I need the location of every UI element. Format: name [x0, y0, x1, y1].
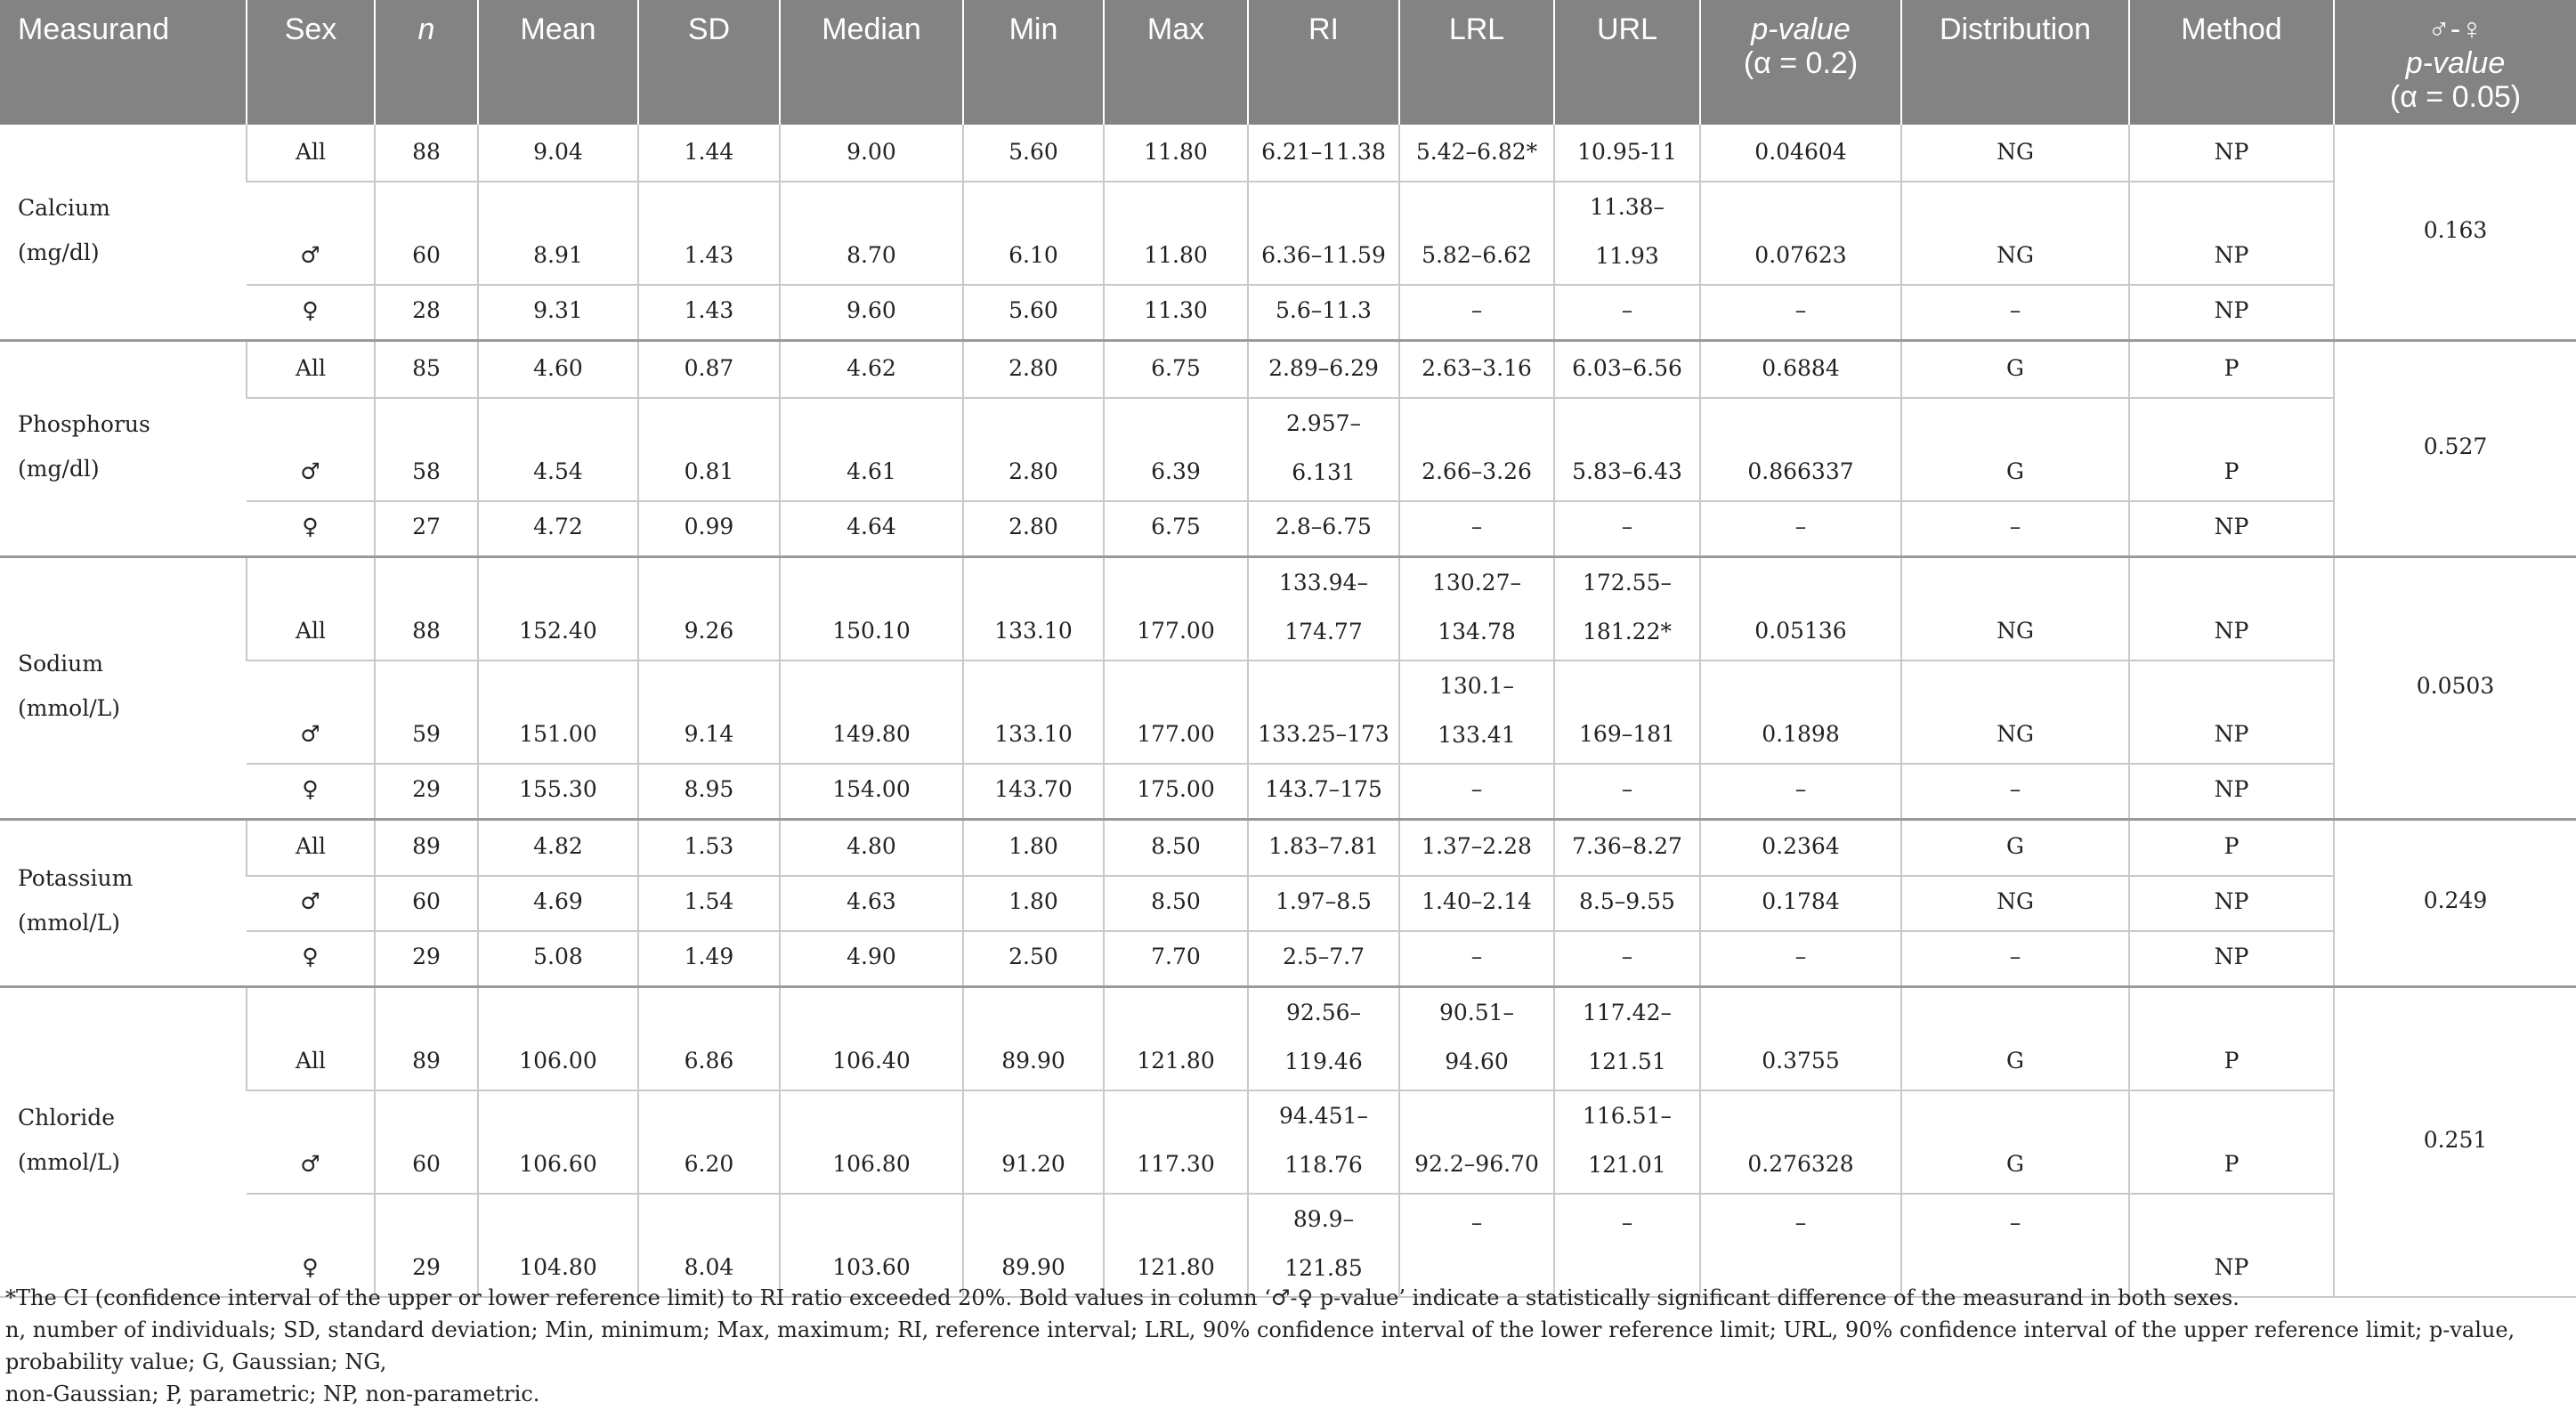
table-row — [0, 182, 2576, 285]
cell-sex-pvalue: 0.163 — [2334, 125, 2576, 341]
cell-mean: 106.60 — [478, 1090, 638, 1194]
header-pvalue — [1700, 0, 1901, 125]
table-row — [0, 987, 2576, 1091]
cell-median: 149.80 — [780, 660, 963, 764]
table-row — [0, 285, 2576, 341]
cell-lrl: 1.37–2.28 — [1399, 819, 1554, 876]
table-row — [0, 556, 2576, 660]
measurand-unit: (mg/dl) — [18, 455, 100, 482]
cell-min: 89.90 — [963, 1194, 1104, 1297]
cell-pvalue: 0.6884 — [1700, 341, 1901, 398]
cell-n: 88 — [375, 125, 478, 182]
cell-max: 8.50 — [1104, 876, 1248, 931]
cell-ri: 1.83–7.81 — [1248, 819, 1399, 876]
table-row — [0, 819, 2576, 876]
cell-sd: 8.95 — [638, 764, 780, 820]
cell-distribution: NG — [1901, 876, 2129, 931]
table-row — [0, 1090, 2576, 1194]
cell-method: P — [2129, 341, 2334, 398]
cell-method: P — [2129, 398, 2334, 501]
cell-url: 5.83–6.43 — [1554, 398, 1700, 501]
cell-n: 89 — [375, 819, 478, 876]
header-url: URL — [1554, 0, 1700, 125]
measurand-name: Chloride — [18, 1105, 116, 1130]
cell-mean: 4.60 — [478, 341, 638, 398]
cell-sex: ♀ — [247, 501, 375, 557]
measurand-chloride — [0, 987, 247, 1298]
cell-pvalue: 0.1898 — [1700, 660, 1901, 764]
cell-url — [1554, 182, 1700, 285]
cell-url-line1: 11.38– — [1589, 194, 1665, 220]
footnote-asterisk: *The CI (confidence interval of the upper or lower reference limit) to RI ratio exceeded 20%. Bold values in column ‘♂-♀ p-value’ indicate a statistically significant difference of the measurand in both sexes. — [5, 1285, 2240, 1310]
cell-pvalue: – — [1700, 764, 1901, 820]
cell-mean: 4.54 — [478, 398, 638, 501]
cell-max: 177.00 — [1104, 660, 1248, 764]
cell-method: P — [2129, 987, 2334, 1091]
cell-url: 10.95-11 — [1554, 125, 1700, 182]
cell-median: 154.00 — [780, 764, 963, 820]
cell-n: 60 — [375, 182, 478, 285]
cell-lrl: – — [1399, 931, 1554, 987]
cell-url-line1: 116.51– — [1583, 1103, 1672, 1129]
table-footnotes — [5, 1282, 2569, 1410]
cell-max: 11.80 — [1104, 125, 1248, 182]
cell-ri-line2: 119.46 — [1284, 1049, 1363, 1074]
cell-max: 177.00 — [1104, 556, 1248, 660]
cell-ri — [1248, 556, 1399, 660]
cell-ri: 143.7–175 — [1248, 764, 1399, 820]
cell-ri-line2: 118.76 — [1284, 1152, 1363, 1178]
cell-lrl: 5.82–6.62 — [1399, 182, 1554, 285]
cell-median: 4.64 — [780, 501, 963, 557]
cell-url: – — [1554, 764, 1700, 820]
cell-ri — [1248, 987, 1399, 1091]
measurand-unit: (mg/dl) — [18, 239, 100, 265]
header-max: Max — [1104, 0, 1248, 125]
cell-url — [1554, 1090, 1700, 1194]
cell-min: 5.60 — [963, 125, 1104, 182]
cell-median: 9.60 — [780, 285, 963, 341]
table-row — [0, 931, 2576, 987]
cell-distribution: – — [1901, 501, 2129, 557]
cell-method: NP — [2129, 125, 2334, 182]
table-row — [0, 125, 2576, 182]
cell-sex: All — [247, 341, 375, 398]
cell-url: 6.03–6.56 — [1554, 341, 1700, 398]
cell-n: 60 — [375, 1090, 478, 1194]
cell-sex: ♂ — [247, 876, 375, 931]
cell-sd: 0.81 — [638, 398, 780, 501]
cell-max: 11.30 — [1104, 285, 1248, 341]
cell-ri: 5.6–11.3 — [1248, 285, 1399, 341]
cell-mean: 104.80 — [478, 1194, 638, 1297]
cell-max: 175.00 — [1104, 764, 1248, 820]
cell-mean: 155.30 — [478, 764, 638, 820]
cell-ri-line1: 92.56– — [1285, 1000, 1362, 1025]
cell-sex: ♂ — [247, 660, 375, 764]
cell-max: 6.75 — [1104, 501, 1248, 557]
cell-url — [1554, 987, 1700, 1091]
cell-pvalue: 0.04604 — [1700, 125, 1901, 182]
cell-ri: 2.89–6.29 — [1248, 341, 1399, 398]
cell-url: – — [1554, 285, 1700, 341]
cell-url-line1: 117.42– — [1583, 1000, 1672, 1025]
cell-min: 1.80 — [963, 819, 1104, 876]
cell-ri: 2.8–6.75 — [1248, 501, 1399, 557]
cell-lrl: 5.42–6.82* — [1399, 125, 1554, 182]
cell-method: NP — [2129, 764, 2334, 820]
cell-mean: 8.91 — [478, 182, 638, 285]
cell-sex: ♂ — [247, 182, 375, 285]
cell-sd: 6.20 — [638, 1090, 780, 1194]
cell-max: 121.80 — [1104, 1194, 1248, 1297]
header-n: n — [375, 0, 478, 125]
cell-sd: 9.26 — [638, 556, 780, 660]
header-sex-pvalue — [2334, 0, 2576, 125]
cell-url: 8.5–9.55 — [1554, 876, 1700, 931]
cell-median: 8.70 — [780, 182, 963, 285]
cell-method: NP — [2129, 501, 2334, 557]
cell-sex-pvalue: 0.527 — [2334, 341, 2576, 557]
cell-min: 89.90 — [963, 987, 1104, 1091]
header-method: Method — [2129, 0, 2334, 125]
cell-sex: All — [247, 556, 375, 660]
cell-lrl-line1: 130.27– — [1432, 569, 1521, 596]
cell-url: 169–181 — [1554, 660, 1700, 764]
cell-url — [1554, 556, 1700, 660]
cell-distribution: G — [1901, 819, 2129, 876]
cell-min: 6.10 — [963, 182, 1104, 285]
cell-distribution: – — [1901, 1194, 2129, 1297]
cell-distribution: NG — [1901, 660, 2129, 764]
cell-pvalue: 0.866337 — [1700, 398, 1901, 501]
cell-min: 133.10 — [963, 660, 1104, 764]
cell-median: 4.90 — [780, 931, 963, 987]
header-sex-symbols: ♂-♀ — [2427, 12, 2483, 46]
cell-max: 6.39 — [1104, 398, 1248, 501]
cell-lrl-line2: 133.41 — [1438, 721, 1516, 748]
cell-sd: 0.87 — [638, 341, 780, 398]
table-row — [0, 398, 2576, 501]
header-sex-pvalue-alpha: (α = 0.05) — [2389, 80, 2522, 114]
cell-url: 7.36–8.27 — [1554, 819, 1700, 876]
cell-lrl — [1399, 556, 1554, 660]
measurand-calcium — [0, 125, 247, 341]
cell-sd: 1.43 — [638, 285, 780, 341]
cell-lrl-line2: 94.60 — [1445, 1049, 1509, 1074]
cell-max: 8.50 — [1104, 819, 1248, 876]
cell-method: NP — [2129, 876, 2334, 931]
cell-min: 143.70 — [963, 764, 1104, 820]
cell-sd: 9.14 — [638, 660, 780, 764]
cell-ri: 1.97–8.5 — [1248, 876, 1399, 931]
cell-url-line2: 121.51 — [1588, 1049, 1666, 1074]
cell-sd: 1.49 — [638, 931, 780, 987]
cell-pvalue: – — [1700, 285, 1901, 341]
measurand-sodium — [0, 556, 247, 819]
cell-n: 28 — [375, 285, 478, 341]
measurand-unit: (mmol/L) — [18, 1149, 120, 1175]
cell-lrl-line2: 134.78 — [1438, 618, 1516, 644]
table-row — [0, 876, 2576, 931]
header-sex-pvalue-label: p-value — [2405, 46, 2506, 80]
cell-median: 4.62 — [780, 341, 963, 398]
cell-pvalue: – — [1700, 1194, 1901, 1297]
measurand-unit: (mmol/L) — [18, 694, 120, 721]
table-row — [0, 341, 2576, 398]
cell-sex: ♀ — [247, 764, 375, 820]
cell-median: 9.00 — [780, 125, 963, 182]
cell-median: 4.61 — [780, 398, 963, 501]
cell-n: 89 — [375, 987, 478, 1091]
cell-mean: 9.04 — [478, 125, 638, 182]
cell-sd: 1.43 — [638, 182, 780, 285]
cell-mean: 152.40 — [478, 556, 638, 660]
cell-distribution: – — [1901, 931, 2129, 987]
cell-median: 106.40 — [780, 987, 963, 1091]
cell-ri-line1: 133.94– — [1279, 569, 1368, 596]
header-pvalue-alpha: (α = 0.2) — [1743, 46, 1859, 80]
cell-ri — [1248, 1090, 1399, 1194]
cell-method: P — [2129, 1090, 2334, 1194]
cell-n: 29 — [375, 931, 478, 987]
cell-max: 121.80 — [1104, 987, 1248, 1091]
header-distribution: Distribution — [1901, 0, 2129, 125]
cell-pvalue: 0.07623 — [1700, 182, 1901, 285]
cell-pvalue: 0.05136 — [1700, 556, 1901, 660]
cell-lrl: 1.40–2.14 — [1399, 876, 1554, 931]
cell-min: 2.80 — [963, 341, 1104, 398]
cell-lrl-line1: 130.1– — [1438, 672, 1515, 699]
measurand-potassium — [0, 819, 247, 987]
cell-min: 133.10 — [963, 556, 1104, 660]
cell-method: NP — [2129, 931, 2334, 987]
cell-sex-pvalue: 0.251 — [2334, 987, 2576, 1298]
cell-ri — [1248, 398, 1399, 501]
cell-lrl: 2.63–3.16 — [1399, 341, 1554, 398]
cell-min: 2.80 — [963, 398, 1104, 501]
table-header-row — [0, 0, 2576, 125]
cell-url: – — [1554, 931, 1700, 987]
cell-method: P — [2129, 819, 2334, 876]
cell-sex: ♀ — [247, 931, 375, 987]
cell-n: 59 — [375, 660, 478, 764]
cell-lrl — [1399, 987, 1554, 1091]
cell-max: 117.30 — [1104, 1090, 1248, 1194]
cell-sex: All — [247, 987, 375, 1091]
cell-sex: ♀ — [247, 1194, 375, 1297]
cell-sd: 1.54 — [638, 876, 780, 931]
cell-sd: 0.99 — [638, 501, 780, 557]
table-row — [0, 660, 2576, 764]
cell-lrl — [1399, 660, 1554, 764]
cell-distribution: – — [1901, 764, 2129, 820]
footnote-abbreviations-continued: non-Gaussian; P, parametric; NP, non-parametric. — [5, 1382, 540, 1406]
cell-median: 4.80 — [780, 819, 963, 876]
cell-ri-line2: 6.131 — [1292, 458, 1356, 485]
cell-distribution: G — [1901, 987, 2129, 1091]
footnote-abbreviations: n, number of individuals; SD, standard deviation; Min, minimum; Max, maximum; RI, reference interval; LRL, 90% confidence interval of the lower reference limit; URL, 90% confidence interval of the upper reference limit; p-value, probability value; G, Gaussian; NG, — [5, 1317, 2515, 1374]
cell-sd: 8.04 — [638, 1194, 780, 1297]
cell-url-line2: 121.01 — [1588, 1152, 1666, 1178]
cell-ri-line2: 174.77 — [1284, 618, 1363, 644]
cell-pvalue: – — [1700, 931, 1901, 987]
cell-n: 60 — [375, 876, 478, 931]
cell-url-line2: 11.93 — [1595, 243, 1659, 269]
cell-method: NP — [2129, 1194, 2334, 1297]
cell-median: 150.10 — [780, 556, 963, 660]
table-row — [0, 501, 2576, 557]
cell-method: NP — [2129, 660, 2334, 764]
header-sex: Sex — [247, 0, 375, 125]
cell-lrl: – — [1399, 285, 1554, 341]
cell-pvalue: 0.2364 — [1700, 819, 1901, 876]
cell-ri-line1: 94.451– — [1279, 1103, 1368, 1129]
cell-lrl: – — [1399, 764, 1554, 820]
cell-min: 91.20 — [963, 1090, 1104, 1194]
cell-url: – — [1554, 1194, 1700, 1297]
cell-mean: 4.69 — [478, 876, 638, 931]
cell-min: 1.80 — [963, 876, 1104, 931]
cell-url: – — [1554, 501, 1700, 557]
cell-min: 2.80 — [963, 501, 1104, 557]
cell-lrl: 2.66–3.26 — [1399, 398, 1554, 501]
table-row — [0, 764, 2576, 820]
cell-n: 29 — [375, 1194, 478, 1297]
cell-sex: All — [247, 819, 375, 876]
cell-ri: 6.21–11.38 — [1248, 125, 1399, 182]
cell-ri-line2: 121.85 — [1284, 1255, 1363, 1281]
cell-ri: 2.5–7.7 — [1248, 931, 1399, 987]
cell-distribution: G — [1901, 341, 2129, 398]
cell-mean: 151.00 — [478, 660, 638, 764]
cell-pvalue: – — [1700, 501, 1901, 557]
cell-distribution: NG — [1901, 556, 2129, 660]
header-ri: RI — [1248, 0, 1399, 125]
cell-max: 7.70 — [1104, 931, 1248, 987]
cell-pvalue: 0.1784 — [1700, 876, 1901, 931]
cell-sd: 1.53 — [638, 819, 780, 876]
measurand-unit: (mmol/L) — [18, 910, 120, 936]
measurand-phosphorus — [0, 341, 247, 557]
header-min: Min — [963, 0, 1104, 125]
header-pvalue-label: p-value — [1751, 12, 1851, 46]
header-lrl: LRL — [1399, 0, 1554, 125]
cell-sex-pvalue: 0.249 — [2334, 819, 2576, 987]
cell-method: NP — [2129, 556, 2334, 660]
cell-ri: 133.25–173 — [1248, 660, 1399, 764]
header-median: Median — [780, 0, 963, 125]
measurand-name: Phosphorus — [18, 410, 150, 437]
cell-mean: 4.72 — [478, 501, 638, 557]
cell-sex: ♂ — [247, 398, 375, 501]
measurand-name: Calcium — [18, 194, 110, 221]
cell-lrl: – — [1399, 1194, 1554, 1297]
cell-method: NP — [2129, 182, 2334, 285]
cell-distribution: NG — [1901, 182, 2129, 285]
cell-pvalue: 0.3755 — [1700, 987, 1901, 1091]
cell-median: 4.63 — [780, 876, 963, 931]
cell-distribution: NG — [1901, 125, 2129, 182]
cell-url-line2: 181.22* — [1583, 618, 1672, 644]
cell-min: 2.50 — [963, 931, 1104, 987]
cell-lrl-line1: 90.51– — [1438, 1000, 1515, 1025]
cell-url-line1: 172.55– — [1583, 569, 1672, 596]
cell-sex: ♀ — [247, 285, 375, 341]
cell-sd: 6.86 — [638, 987, 780, 1091]
cell-mean: 5.08 — [478, 931, 638, 987]
cell-ri-line1: 89.9– — [1292, 1206, 1355, 1232]
cell-n: 29 — [375, 764, 478, 820]
header-sd: SD — [638, 0, 780, 125]
cell-distribution: – — [1901, 285, 2129, 341]
cell-mean: 9.31 — [478, 285, 638, 341]
cell-distribution: G — [1901, 1090, 2129, 1194]
cell-n: 88 — [375, 556, 478, 660]
measurand-name: Sodium — [18, 650, 103, 677]
cell-sex: All — [247, 125, 375, 182]
cell-sex-pvalue: 0.0503 — [2334, 556, 2576, 819]
cell-median: 103.60 — [780, 1194, 963, 1297]
cell-n: 58 — [375, 398, 478, 501]
cell-lrl: 92.2–96.70 — [1399, 1090, 1554, 1194]
cell-sd: 1.44 — [638, 125, 780, 182]
cell-max: 11.80 — [1104, 182, 1248, 285]
cell-distribution: G — [1901, 398, 2129, 501]
cell-lrl: – — [1399, 501, 1554, 557]
cell-ri-line1: 2.957– — [1285, 409, 1362, 436]
cell-mean: 106.00 — [478, 987, 638, 1091]
header-measurand: Measurand — [0, 0, 247, 125]
cell-method: NP — [2129, 285, 2334, 341]
cell-ri: 6.36–11.59 — [1248, 182, 1399, 285]
cell-mean: 4.82 — [478, 819, 638, 876]
cell-n: 85 — [375, 341, 478, 398]
cell-median: 106.80 — [780, 1090, 963, 1194]
cell-max: 6.75 — [1104, 341, 1248, 398]
measurand-name: Potassium — [18, 865, 134, 892]
cell-pvalue: 0.276328 — [1700, 1090, 1901, 1194]
cell-sex: ♂ — [247, 1090, 375, 1194]
cell-min: 5.60 — [963, 285, 1104, 341]
cell-n: 27 — [375, 501, 478, 557]
header-mean: Mean — [478, 0, 638, 125]
